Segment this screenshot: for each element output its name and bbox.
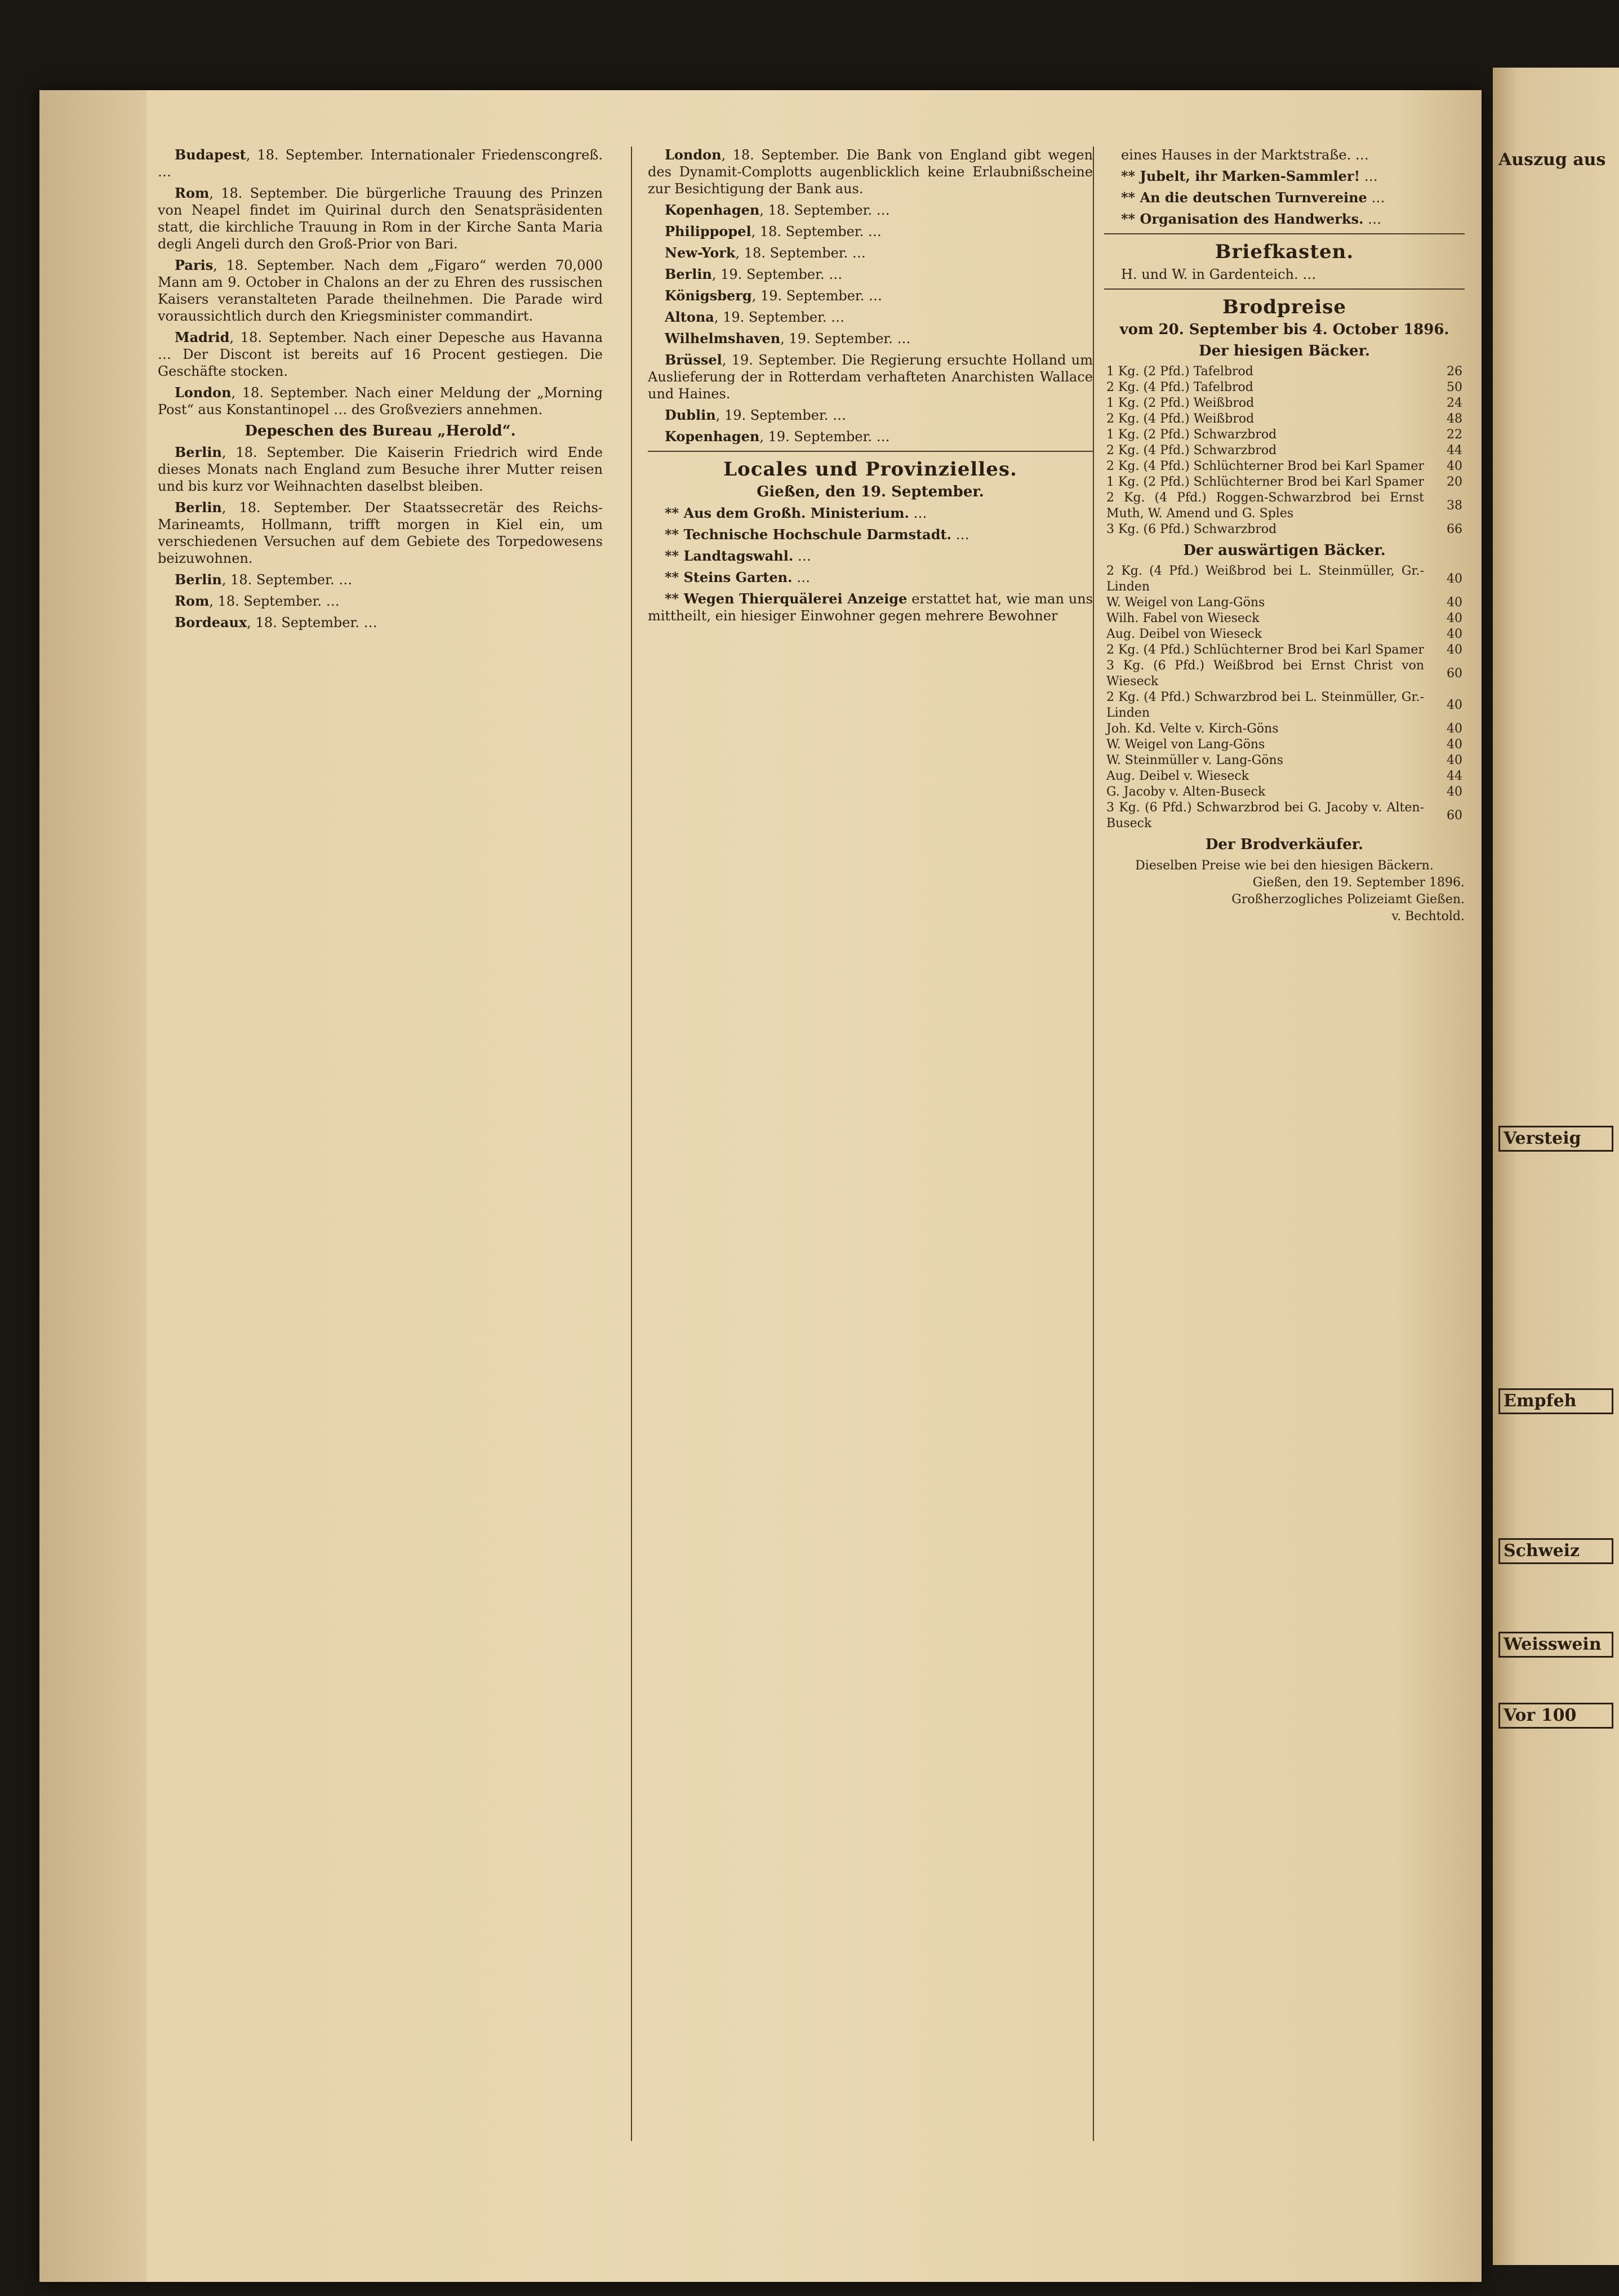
price-value: 20	[1447, 475, 1462, 489]
article-text: …	[339, 572, 353, 588]
column-rule	[1093, 146, 1094, 2141]
article-text: …	[1371, 190, 1385, 206]
price-row	[1104, 380, 1465, 396]
price-item: 2 Kg. (4 Pfd.) Roggen-Schwarzbrod bei Ernst Muth, W. Amend und G. Sples	[1106, 491, 1424, 521]
column-1	[158, 146, 603, 636]
brodverkaeufer-header: Der Brodverkäufer.	[1205, 836, 1364, 853]
briefkasten-text: H. und W. in Gardenteich. …	[1121, 267, 1316, 282]
article	[648, 352, 1093, 402]
article-date: , 19. September.	[722, 352, 842, 368]
article	[648, 287, 1093, 304]
price-value: 40	[1447, 753, 1462, 767]
price-item: 1 Kg. (2 Pfd.) Schlüchterner Brod bei Karl Spamer	[1106, 475, 1424, 489]
locales-header: Locales und Provinzielles.	[723, 458, 1017, 481]
price-item: G. Jacoby v. Alten-Buseck	[1106, 785, 1266, 799]
article-date: , 19. September.	[759, 429, 877, 445]
article	[648, 505, 1093, 522]
article-date: , 18. September.	[221, 572, 339, 588]
section-divider	[1104, 233, 1465, 234]
price-row	[1104, 800, 1465, 832]
article-text: …	[363, 615, 377, 630]
article	[648, 569, 1093, 586]
article-date: , 18. September.	[721, 147, 847, 163]
price-row	[1104, 411, 1465, 427]
strip-ad-vor-100: Vor 100	[1498, 1703, 1613, 1729]
strip-heading: Auszug aus	[1498, 150, 1606, 170]
article-dateline: Kopenhagen	[665, 428, 760, 445]
strip-ad-empfehlung: Empfeh	[1498, 1388, 1613, 1414]
article-text: eines Hauses in der Marktstraße. …	[1121, 147, 1369, 163]
article-dateline: ** Wegen Thierquälerei Anzeige	[665, 590, 908, 607]
price-value: 26	[1447, 365, 1462, 379]
article	[648, 266, 1093, 283]
price-item: W. Steinmüller v. Lang-Göns	[1106, 753, 1284, 767]
price-value: 44	[1447, 769, 1462, 783]
price-value: 40	[1447, 627, 1462, 641]
price-item: 2 Kg. (4 Pfd.) Tafelbrod	[1106, 380, 1253, 394]
article-dateline: Madrid	[175, 329, 230, 345]
article-dateline: ** Aus dem Großh. Ministerium.	[665, 505, 909, 521]
article	[158, 444, 603, 495]
article	[648, 245, 1093, 261]
price-value: 22	[1447, 428, 1462, 442]
price-row	[1104, 522, 1465, 538]
strip-ad-weisswein: Weisswein	[1498, 1632, 1613, 1658]
section-divider	[1104, 288, 1465, 290]
article-text: …	[833, 407, 847, 423]
price-row	[1104, 396, 1465, 411]
article-date: , 18. September.	[247, 615, 364, 630]
price-value: 40	[1447, 572, 1462, 586]
article-text: Der Staatssecretär des Reichs-Marineamts, Hollmann, trifft morgen in Kiel ein, um verschiedenen Versuchen auf dem Gebiete des Torpedowesens beizuwohnen.	[158, 500, 603, 566]
price-item: 3 Kg. (6 Pfd.) Weißbrod bei Ernst Christ von Wieseck	[1106, 659, 1424, 689]
article	[648, 202, 1093, 219]
price-row	[1104, 721, 1465, 737]
price-item: Aug. Deibel von Wieseck	[1106, 627, 1262, 641]
sign-office: Großherzogliches Polizeiamt Gießen.	[1231, 892, 1465, 907]
price-value: 40	[1447, 738, 1462, 752]
price-value: 50	[1447, 380, 1462, 394]
article-dateline: ** Landtagswahl.	[665, 548, 794, 564]
locales-dateline: Gießen, den 19. September.	[757, 483, 984, 500]
price-value: 44	[1447, 443, 1462, 458]
price-value: 24	[1447, 396, 1462, 410]
article	[648, 428, 1093, 445]
article-date: , 18. September.	[221, 445, 355, 460]
article-text: Die Kaiserin Friedrich wird Ende dieses Monats nach England zum Besuche ihrer Mutter reisen und bis kurz vor Weihnachten daselbst bleiben.	[158, 445, 603, 494]
article-dateline: Paris	[175, 257, 214, 273]
article	[648, 526, 1093, 543]
article-dateline: Rom	[175, 593, 210, 609]
article-text: …	[955, 527, 969, 543]
price-value: 66	[1447, 522, 1462, 536]
article-text: …	[829, 267, 843, 282]
article-date: , 18. September.	[751, 224, 868, 239]
article-dateline: New-York	[665, 245, 736, 261]
sign-place: Gießen, den 19. September 1896.	[1252, 876, 1465, 890]
article	[158, 185, 603, 252]
article-dateline: Budapest	[175, 146, 246, 163]
article	[158, 571, 603, 588]
article-date: , 18. September.	[209, 185, 336, 201]
article-dateline: ** An die deutschen Turnvereine	[1121, 189, 1367, 206]
price-value: 40	[1447, 785, 1462, 799]
newspaper-page	[39, 90, 1482, 2282]
brodpreise-note: Dieselben Preise wie bei den hiesigen Bäckern.	[1135, 859, 1434, 873]
dispatch-header: Depeschen des Bureau „Herold“.	[244, 423, 516, 439]
section-divider	[648, 451, 1093, 452]
price-item: 2 Kg. (4 Pfd.) Schlüchterner Brod bei Karl Spamer	[1106, 643, 1424, 657]
article-text: …	[326, 593, 340, 609]
article	[1104, 189, 1465, 206]
article-dateline: Altona	[665, 309, 714, 325]
price-row	[1104, 443, 1465, 459]
price-row	[1104, 459, 1465, 474]
article	[1104, 146, 1465, 163]
price-item: Joh. Kd. Velte v. Kirch-Göns	[1106, 722, 1279, 736]
price-value: 40	[1447, 459, 1462, 473]
article	[158, 593, 603, 610]
price-item: 3 Kg. (6 Pfd.) Schwarzbrod bei G. Jacoby v. Alten-Buseck	[1106, 801, 1424, 831]
article-date: , 19. September.	[751, 288, 869, 304]
price-item: W. Weigel von Lang-Göns	[1106, 596, 1265, 610]
strip-ad-schweiz: Schweiz	[1498, 1538, 1613, 1564]
price-value: 40	[1447, 596, 1462, 610]
article-dateline: Rom	[175, 185, 210, 201]
price-row	[1104, 364, 1465, 380]
article-text: …	[913, 505, 927, 521]
price-item: Aug. Deibel v. Wieseck	[1106, 769, 1249, 783]
article-text: …	[797, 548, 811, 564]
price-item: 1 Kg. (2 Pfd.) Tafelbrod	[1106, 365, 1253, 379]
article	[1104, 211, 1465, 228]
article-dateline: Philippopel	[665, 223, 751, 239]
article-text: Internationaler Friedenscongreß. …	[158, 147, 603, 180]
article-text: Die Regierung ersuchte Holland um Auslieferung der in Rotterdam verhafteten Anarchisten Wallace und Haines.	[648, 352, 1093, 402]
price-row	[1104, 627, 1465, 642]
column-rule	[631, 146, 632, 2141]
article-date: , 19. September.	[711, 267, 829, 282]
article	[648, 407, 1093, 424]
article-dateline: Kopenhagen	[665, 202, 760, 218]
price-row	[1104, 769, 1465, 784]
article-dateline: Bordeaux	[175, 614, 247, 630]
price-item: 1 Kg. (2 Pfd.) Weißbrod	[1106, 396, 1255, 410]
price-row	[1104, 784, 1465, 800]
article	[158, 384, 603, 418]
price-item: 2 Kg. (4 Pfd.) Weißbrod bei L. Steinmüller, Gr.-Linden	[1106, 564, 1424, 594]
article-text: Nach dem „Figaro“ werden 70,000 Mann am 9. October in Chalons an der zu Ehren des russischen Kaisers veranstalteten Parade theilnehmen. Die Parade wird voraussichtlich durch den Kriegsminister commandirt.	[158, 257, 603, 324]
article	[158, 257, 603, 325]
price-item: 3 Kg. (6 Pfd.) Schwarzbrod	[1106, 522, 1277, 536]
price-item: Wilh. Fabel von Wieseck	[1106, 611, 1260, 625]
article-dateline: London	[175, 384, 232, 401]
price-row	[1104, 642, 1465, 658]
article	[648, 223, 1093, 240]
price-row	[1104, 658, 1465, 690]
article-text: Nach einer Depesche aus Havanna … Der Discont ist bereits auf 16 Procent gestiegen. Die Geschäfte stocken.	[158, 330, 603, 379]
price-item: W. Weigel von Lang-Göns	[1106, 738, 1265, 752]
price-value: 38	[1447, 499, 1462, 513]
article-date: , 18. September.	[221, 500, 365, 516]
local-price-table	[1104, 364, 1465, 538]
article-date: , 18. September.	[231, 385, 355, 401]
article-text: …	[869, 288, 883, 304]
price-item: 2 Kg. (4 Pfd.) Weißbrod	[1106, 412, 1255, 426]
outside-bakers-header: Der auswärtigen Bäcker.	[1183, 542, 1386, 559]
price-value: 60	[1447, 667, 1462, 681]
strip-ad-versteigerung: Versteig	[1498, 1126, 1613, 1152]
article-date: , 18. September.	[759, 202, 877, 218]
article-text: …	[1364, 168, 1378, 184]
article-text: erstattet hat, wie man uns mittheilt, ein hiesiger Einwohner gegen mehrere Bewohner	[648, 591, 1093, 624]
price-item: 2 Kg. (4 Pfd.) Schwarzbrod bei L. Steinmüller, Gr.-Linden	[1106, 690, 1424, 720]
column-2	[648, 146, 1093, 629]
article-text: Die bürgerliche Trauung des Prinzen von Neapel findet im Quirinal durch den Senatspräsidenten statt, die kirchliche Trauung in Rom in der Kirche Santa Maria degli Angeli durch den Groß-Prior von Bari.	[158, 185, 603, 252]
article-text: …	[876, 429, 890, 445]
article-dateline: London	[665, 146, 722, 163]
article-dateline: ** Technische Hochschule Darmstadt.	[665, 526, 951, 543]
article-dateline: Wilhelmshaven	[665, 330, 781, 347]
article-dateline: ** Steins Garten.	[665, 569, 793, 585]
price-row	[1104, 690, 1465, 721]
article-date: , 18. September.	[209, 593, 326, 609]
price-item: 1 Kg. (2 Pfd.) Schwarzbrod	[1106, 428, 1277, 442]
price-value: 40	[1447, 722, 1462, 736]
article-dateline: ** Jubelt, ihr Marken-Sammler!	[1121, 168, 1360, 184]
article-text: …	[1368, 211, 1382, 227]
article-text: …	[876, 202, 890, 218]
article-date: , 19. September.	[715, 407, 833, 423]
article-text: …	[831, 309, 845, 325]
article-dateline: Brüssel	[665, 352, 722, 368]
article	[158, 329, 603, 380]
article-text: Die Bank von England gibt wegen des Dynamit-Complotts augenblicklich keine Erlaubnißscheine zur Besichtigung der Bank aus.	[648, 147, 1093, 197]
article-dateline: Dublin	[665, 407, 716, 423]
page-binding-margin	[39, 90, 146, 2282]
price-value: 40	[1447, 611, 1462, 625]
article	[158, 499, 603, 567]
article-dateline: Königsberg	[665, 287, 752, 304]
article-date: , 18. September.	[229, 330, 354, 345]
price-row	[1104, 563, 1465, 595]
price-row	[1104, 490, 1465, 522]
price-value: 40	[1447, 643, 1462, 657]
article-text: …	[897, 331, 911, 347]
price-item: 2 Kg. (4 Pfd.) Schwarzbrod	[1106, 443, 1277, 458]
price-row	[1104, 611, 1465, 627]
article	[648, 590, 1093, 624]
article-date: , 18. September.	[735, 245, 852, 261]
article	[1104, 168, 1465, 185]
article-date: , 19. September.	[780, 331, 897, 347]
price-row	[1104, 474, 1465, 490]
outside-price-table	[1104, 563, 1465, 832]
article	[158, 614, 603, 631]
price-row	[1104, 737, 1465, 753]
article-dateline: ** Organisation des Handwerks.	[1121, 211, 1364, 227]
article	[648, 309, 1093, 326]
local-bakers-header: Der hiesigen Bäcker.	[1199, 343, 1370, 359]
adjacent-page-strip	[1493, 68, 1619, 2265]
briefkasten-title: Briefkasten.	[1215, 241, 1354, 263]
price-value: 40	[1447, 698, 1462, 712]
sign-name: v. Bechtold.	[1391, 909, 1465, 923]
price-value: 60	[1447, 809, 1462, 823]
brodpreise-period: vom 20. September bis 4. October 1896.	[1119, 321, 1449, 338]
article-date: , 18. September.	[213, 257, 344, 273]
article-dateline: Berlin	[175, 571, 222, 588]
article	[648, 146, 1093, 197]
article-date: , 19. September.	[714, 309, 831, 325]
brodpreise-title: Brodpreise	[1222, 296, 1347, 318]
article-text: …	[797, 570, 811, 585]
price-row	[1104, 595, 1465, 611]
price-item: 2 Kg. (4 Pfd.) Schlüchterner Brod bei Karl Spamer	[1106, 459, 1424, 473]
article-dateline: Berlin	[175, 444, 222, 460]
article-dateline: Berlin	[175, 499, 222, 516]
price-row	[1104, 753, 1465, 769]
article-text: …	[852, 245, 866, 261]
price-value: 48	[1447, 412, 1462, 426]
article-text: …	[868, 224, 882, 239]
column-3	[1104, 146, 1465, 925]
article	[648, 330, 1093, 347]
article	[158, 146, 603, 180]
article-date: , 18. September.	[246, 147, 371, 163]
article-dateline: Berlin	[665, 266, 712, 282]
article	[648, 548, 1093, 565]
article-text: Nach einer Meldung der „Morning Post“ aus Konstantinopel … des Großveziers annehmen.	[158, 385, 603, 418]
price-row	[1104, 427, 1465, 443]
